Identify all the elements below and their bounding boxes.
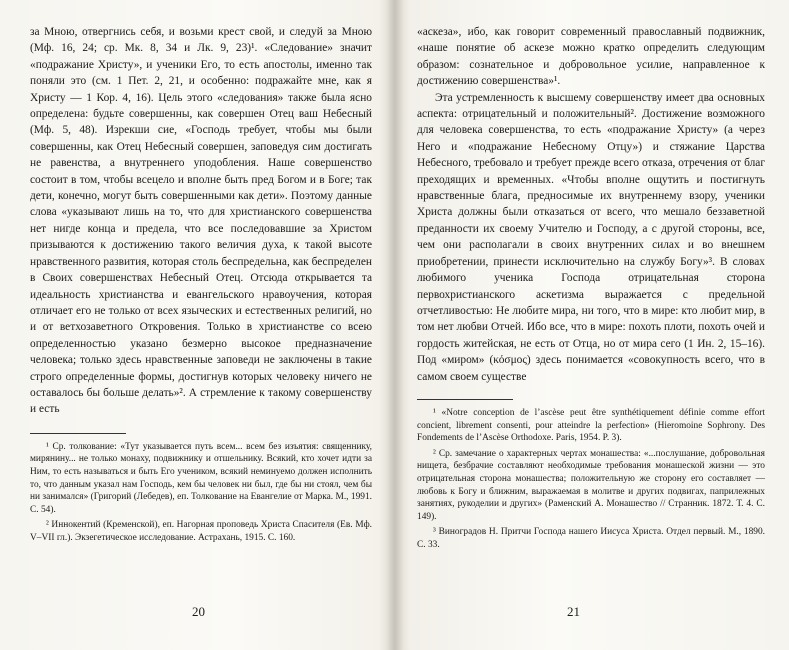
right-footnote-3: ³ Виноградов Н. Притчи Господа нашего Иисуса Христа. Отдел первый. М., 1890. С. 33.: [417, 527, 765, 550]
left-footnote-1: ¹ Ср. толкование: «Тут указывается путь всем... всем без изъятия: священнику, мирянину... не только монаху, подвижнику и отшельнику. Всякий, кто хочет идти за Ним, то есть называться и быть Его учеником, всякий неминуемо должен исполнить то, что данным указал нам Господь, кем бы человек ни был, где бы ни стоял, чем бы ни занимался» (Григорий (Лебедев), еп. Толкование на Евангелие от Марка. М., 1991. С. 54).: [30, 441, 372, 515]
right-page-number: 21: [567, 604, 580, 619]
right-text-column: [417, 24, 765, 551]
left-main-text: [30, 24, 372, 418]
left-text-column: [30, 24, 372, 545]
left-page-number: 20: [192, 604, 205, 619]
left-page: [0, 0, 394, 650]
right-footnote-2: ² Ср. замечание о характерных чертах монашества: «...послушание, добровольная нищета, безбрачие составляют необходимые требования монашеской жизни — это отрицательная сторона монашества; положительную же сторону его составляет — любовь к Богу и ближним, выражаемая в молитве и других подвигах, паприлежных занятиях, рукоделии и других» (Раменский А. Монашество // Странник. 1872. Т. 4. С. 149).: [417, 448, 765, 522]
right-footnote-1: ¹ «Notre conception de l’ascèse peut être synthétiquement définie comme effort concient, librement consenti, pour atteindre la perfection» (Hieromoine Sophrony. Des Fondements de l’Ascèse Orthodoxe. Paris, 1954. P. 3).: [417, 407, 765, 444]
right-page: [395, 0, 789, 650]
left-footnote-2: ² Иннокентий (Кременской), еп. Нагорная проповедь Христа Спасителя (Ев. Мф. V–VII гл.). Экзегетическое исследование. Астрахань, 1915. С. 160.: [30, 520, 372, 543]
left-paragraph-1: за Мною, отвергнись себя, и возьми крест свой, и следуй за Мною (Мф. 16, 24; ср. Мк. 8, 34 и Лк. 9, 23)¹. «Следование» значит «подражание Христу», и ученики Его, то есть апостолы, именно так поняли это (см. 1 Пет. 2, 21, и особенно: подражайте мне, как я Христу — 1 Кор. 4, 16). Цель этого «следования» также была ясно определена: будьте совершенны, как совершен Отец ваш Небесный (Мф. 5, 48). Изрекши сие, «Господь требует, чтобы мы были совершенны, как Отец Небесный совершен, заповедуя сим достигать не равенства, а внутреннего уподобления. Наше совершенство состоит в том, чтобы всецело и вполне быть пред Богом и в Боге; так дети, конечно, могут быть совершенными как дети». Поэтому данные слова «указывают лишь на то, что для христианского совершенства нет нигде конца и предела, что все последовавшие за Христом призываются к достижению такого величия духа, к такой высоте нравственного развития, которая столь беспредельна, как беспределен в Своих совершенствах Небесный Отец. Отсюда открывается та идеальность христианства и евангельского нравоучения, которая отличает его не только от всех языческих и естественных религий, но и от ветхозаветного Откровения. Только в христианстве со всею определенностью указано безмерно высокое предназначение человека; только здесь нравственные заповеди не заключены в такие строго определенные формы, достигнув которых человеку ничего не оставалось бы больше делать»². А стремление к такому совершенству и есть: [30, 26, 372, 416]
right-footnote-rule: [417, 399, 513, 400]
left-footnote-rule: [30, 433, 126, 434]
right-main-text: [417, 24, 765, 385]
right-paragraph-1: «аскеза», ибо, как говорит современный православный подвижник, «наше понятие об аскезе можно кратко определить следующим образом: сознательное и добровольное усилие, направленное к достижению совершенства»¹.: [417, 26, 765, 88]
right-paragraph-2: Эта устремленность к высшему совершенству имеет два основных аспекта: отрицательный и положительный². Достижение возможного для человека совершенства, то есть «подражание Христу» (а через Него и «подражание Небесному Отцу») и стяжание Царства Небесного, требовало и требует прежде всего отказа, отречения от благ преходящих и временных. «Чтобы вполне ощутить и постигнуть нравственные блага, предносимые их внутреннему взору, ученики Христа должны были отказаться от всего, что мешало беззаветной преданности их своему Учителю и Господу, а с другой стороны, все, чем они располагали в своих внутренних силах и во внешнем приобретении, принести исключительно на службу Богу»³. В словах любимого ученика Господа отрицательная сторона первохристианского аскетизма выражается с предельной отчетливостью: Не любите мира, ни того, что в мире: кто любит мир, в том нет любви Отчей. Ибо все, что в мире: похоть плоти, похоть очей и гордость житейская, не есть от Отца, но от мира сего (1 Ин. 2, 15–16). Под «миром» (κόσμος) здесь понимается «совокупность всего, что в самом своем существе: [417, 91, 765, 383]
